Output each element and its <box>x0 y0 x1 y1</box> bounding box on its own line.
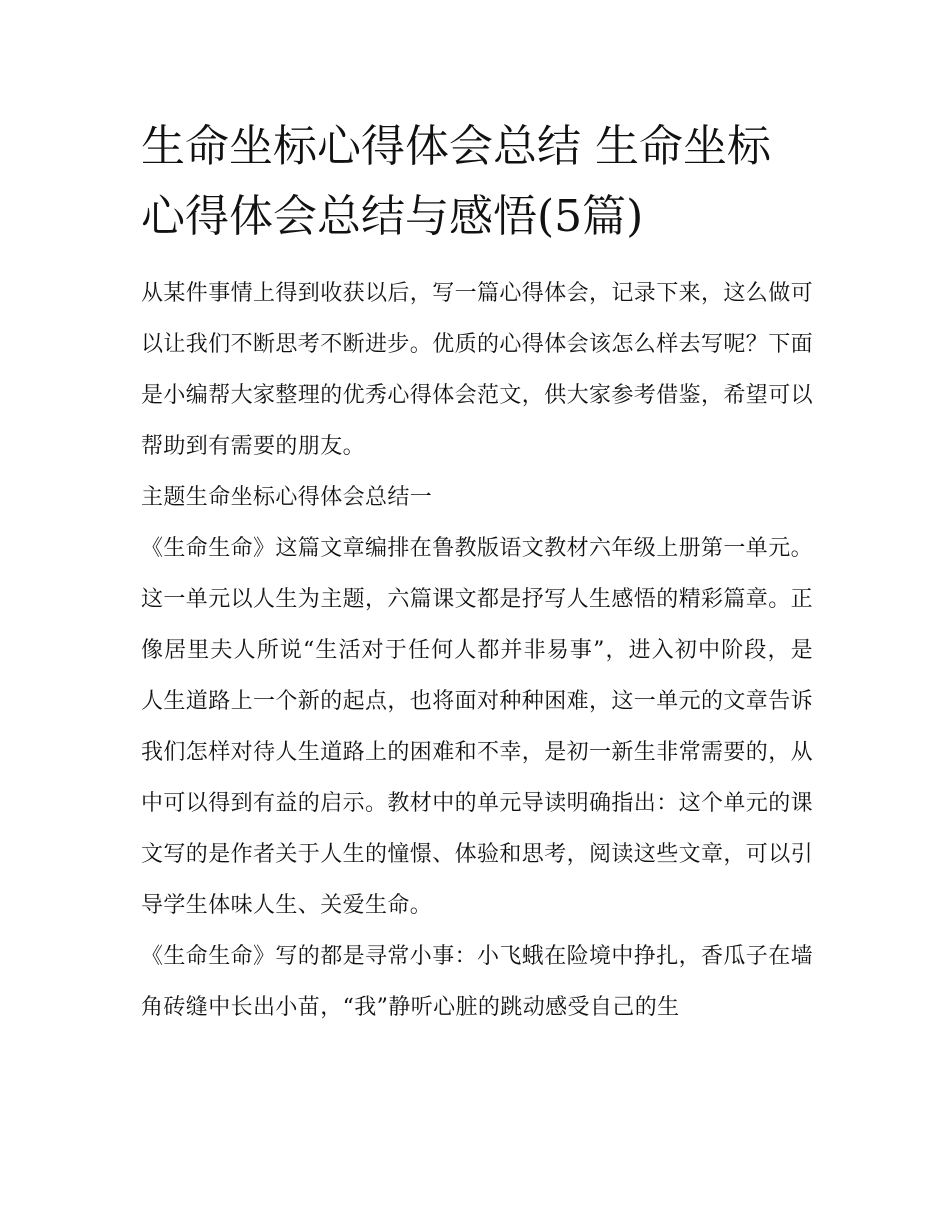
document-body <box>141 112 813 1033</box>
section-heading: 主题生命坐标心得体会总结一 <box>141 485 433 510</box>
document-title: 生命坐标心得体会总结 生命坐标心得体会总结与感悟(5篇) <box>141 121 771 242</box>
body-paragraph: 《生命生命》这篇文章编排在鲁教版语文教材六年级上册第一单元。这一单元以人生为主题，六篇课文都是抒写人生感悟的精彩篇章。正像居里夫人所说“生活对于任何人都并非易事”，进入初中阶段，是人生道路上一个新的起点，也将面对种种困难，这一单元的文章告诉我们怎样对待人生道路上的困难和不幸，是初一新生非常需要的，从中可以得到有益的启示。教材中的单元导读明确指出：这个单元的课文写的是作者关于人生的憧憬、体验和思考，阅读这些文章，可以引导学生体味人生、关爱生命。 <box>141 536 814 918</box>
intro-paragraph: 从某件事情上得到收获以后，写一篇心得体会，记录下来，这么做可以让我们不断思考不断进步。优质的心得体会该怎么样去写呢？下面是小编帮大家整理的优秀心得体会范文，供大家参考借鉴，希望可以帮助到有需要的朋友。 <box>141 281 814 459</box>
body-paragraph: 《生命生命》写的都是寻常小事：小飞蛾在险境中挣扎，香瓜子在墙角砖缝中长出小苗，“我”静听心脏的跳动感受自己的生 <box>141 944 814 1020</box>
